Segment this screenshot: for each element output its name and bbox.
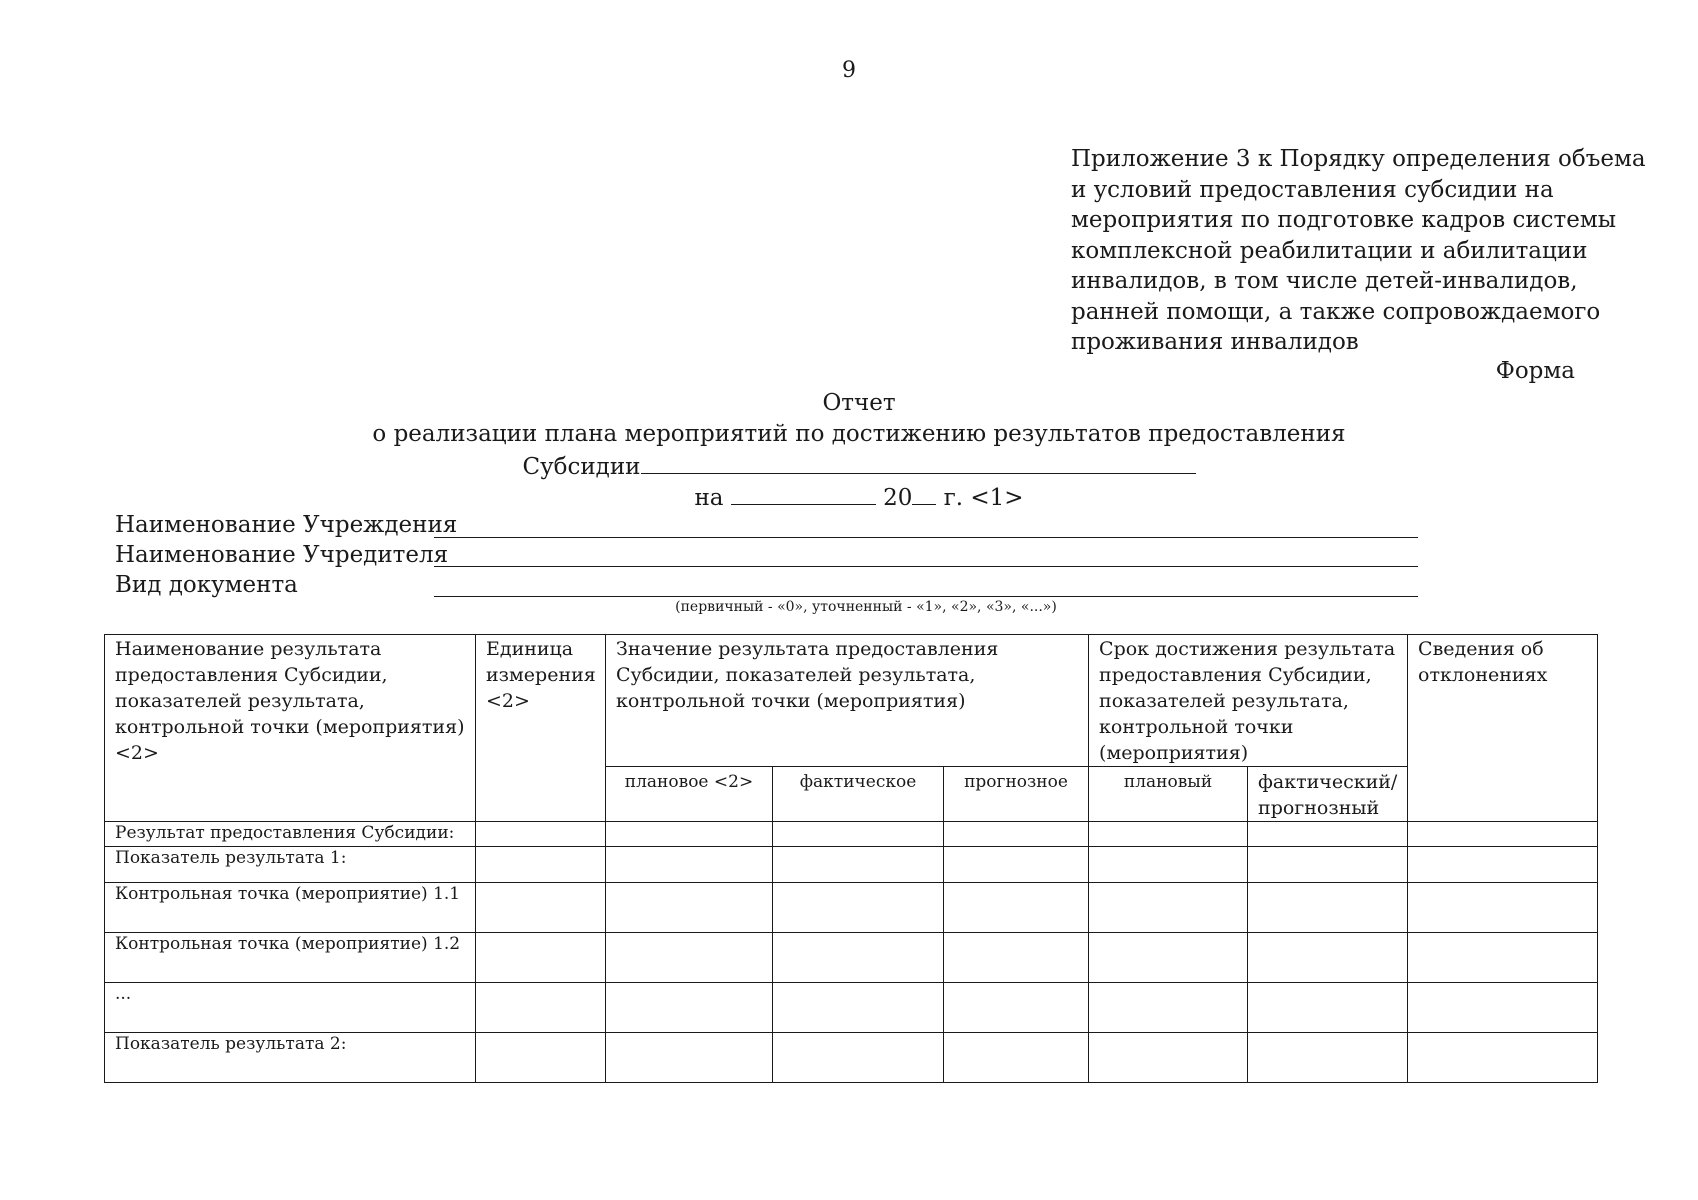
subsidy-blank[interactable] [641, 451, 1196, 474]
table-cell[interactable] [773, 933, 944, 983]
table-cell[interactable] [1408, 883, 1598, 933]
founder-field-line[interactable] [434, 566, 1418, 567]
row-label: Контрольная точка (мероприятие) 1.2 [105, 933, 476, 983]
table-cell[interactable] [773, 983, 944, 1033]
subsidy-prefix: Субсидии [522, 454, 641, 480]
date-suffix: г. <1> [943, 485, 1024, 511]
table-cell[interactable] [944, 983, 1089, 1033]
table-cell[interactable] [1408, 1033, 1598, 1083]
table-cell[interactable] [944, 822, 1089, 847]
table-row [105, 933, 1598, 983]
founder-label: Наименование Учредителя [115, 542, 449, 568]
table-cell[interactable] [606, 1033, 773, 1083]
table-cell[interactable] [1408, 822, 1598, 847]
table-cell[interactable] [773, 883, 944, 933]
header-deviations: Сведения об отклонениях [1408, 635, 1598, 822]
table-cell[interactable] [606, 847, 773, 883]
table-cell[interactable] [476, 847, 606, 883]
table-cell[interactable] [476, 822, 606, 847]
date-day-month-blank[interactable] [731, 482, 876, 505]
header-unit: Единица измерения <2> [476, 635, 606, 822]
appendix-line: Приложение 3 к Порядку определения объема [1071, 146, 1646, 172]
table-cell[interactable] [944, 1033, 1089, 1083]
appendix-line: комплексной реабилитации и абилитации [1071, 237, 1588, 264]
table-cell[interactable] [1408, 983, 1598, 1033]
table-cell[interactable] [1248, 983, 1408, 1033]
appendix-line: инвалидов, в том числе детей-инвалидов, [1071, 268, 1578, 294]
table-cell[interactable] [773, 822, 944, 847]
row-label: ... [105, 983, 476, 1033]
table-row [105, 1033, 1598, 1083]
header-deadline: Срок достижения результата предоставления Субсидии, показателей результата, контрольной точки (мероприятия) [1089, 635, 1408, 767]
table-cell[interactable] [1089, 933, 1248, 983]
date-year-blank[interactable] [912, 482, 936, 505]
date-line [0, 482, 1698, 511]
table-cell[interactable] [476, 933, 606, 983]
appendix-line: ранней помощи, а также сопровождаемого [1071, 298, 1601, 325]
subheader-planned-value: плановое <2> [606, 767, 773, 822]
appendix-line: и условий предоставления субсидии на [1071, 176, 1554, 203]
header-row [105, 635, 1598, 767]
table-cell[interactable] [606, 983, 773, 1033]
table-cell[interactable] [1089, 847, 1248, 883]
subheader-actual-deadline: фактический/ прогнозный [1248, 767, 1408, 822]
table-cell[interactable] [1248, 1033, 1408, 1083]
table-cell[interactable] [944, 883, 1089, 933]
table-cell[interactable] [1089, 1033, 1248, 1083]
table-cell[interactable] [1248, 847, 1408, 883]
appendix-line: проживания инвалидов [1071, 329, 1359, 355]
table-cell[interactable] [606, 822, 773, 847]
table-cell[interactable] [1248, 933, 1408, 983]
subsidy-line [0, 451, 1698, 480]
table-cell[interactable] [1248, 883, 1408, 933]
table-cell[interactable] [773, 847, 944, 883]
subheader-actual-value: фактическое [773, 767, 944, 822]
table-row [105, 847, 1598, 883]
table-row [105, 822, 1598, 847]
institution-label: Наименование Учреждения [115, 512, 458, 538]
row-label: Показатель результата 2: [105, 1033, 476, 1083]
table-cell[interactable] [1089, 983, 1248, 1033]
row-label: Результат предоставления Субсидии: [105, 822, 476, 847]
table-cell[interactable] [1089, 883, 1248, 933]
table-cell[interactable] [606, 883, 773, 933]
table-row [105, 983, 1598, 1033]
form-label: Форма [1495, 358, 1575, 384]
row-label: Показатель результата 1: [105, 847, 476, 883]
report-title: Отчет [822, 390, 896, 416]
date-prefix: на [694, 485, 724, 511]
subheader-planned-deadline: плановый [1089, 767, 1248, 822]
row-label: Контрольная точка (мероприятие) 1.1 [105, 883, 476, 933]
table-cell[interactable] [476, 883, 606, 933]
report-table [104, 634, 1598, 1083]
table-cell[interactable] [476, 983, 606, 1033]
appendix-note [1071, 144, 1646, 358]
institution-field-line[interactable] [434, 537, 1418, 538]
date-year: 20 [883, 485, 913, 511]
document-type-label: Вид документа [115, 572, 298, 598]
report-subtitle: о реализации плана мероприятий по достижению результатов предоставления [372, 421, 1346, 447]
table-cell[interactable] [1089, 822, 1248, 847]
document-type-field-line[interactable] [434, 596, 1418, 597]
table-row [105, 883, 1598, 933]
subheader-forecast-value: прогнозное [944, 767, 1089, 822]
table-cell[interactable] [1408, 933, 1598, 983]
table-cell[interactable] [1248, 822, 1408, 847]
page-number: 9 [842, 58, 856, 83]
table-cell[interactable] [606, 933, 773, 983]
document-type-hint: (первичный - «0», уточненный - «1», «2», «3», «...») [675, 599, 1057, 615]
table-cell[interactable] [476, 1033, 606, 1083]
table-cell[interactable] [1408, 847, 1598, 883]
table-cell[interactable] [773, 1033, 944, 1083]
header-result-name: Наименование результата предоставления Субсидии, показателей результата, контрольной точки (мероприятия) <2> [105, 635, 476, 822]
appendix-line: мероприятия по подготовке кадров системы [1071, 207, 1617, 233]
table-cell[interactable] [944, 933, 1089, 983]
header-value: Значение результата предоставления Субсидии, показателей результата, контрольной точки (мероприятия) [606, 635, 1089, 767]
table-cell[interactable] [944, 847, 1089, 883]
